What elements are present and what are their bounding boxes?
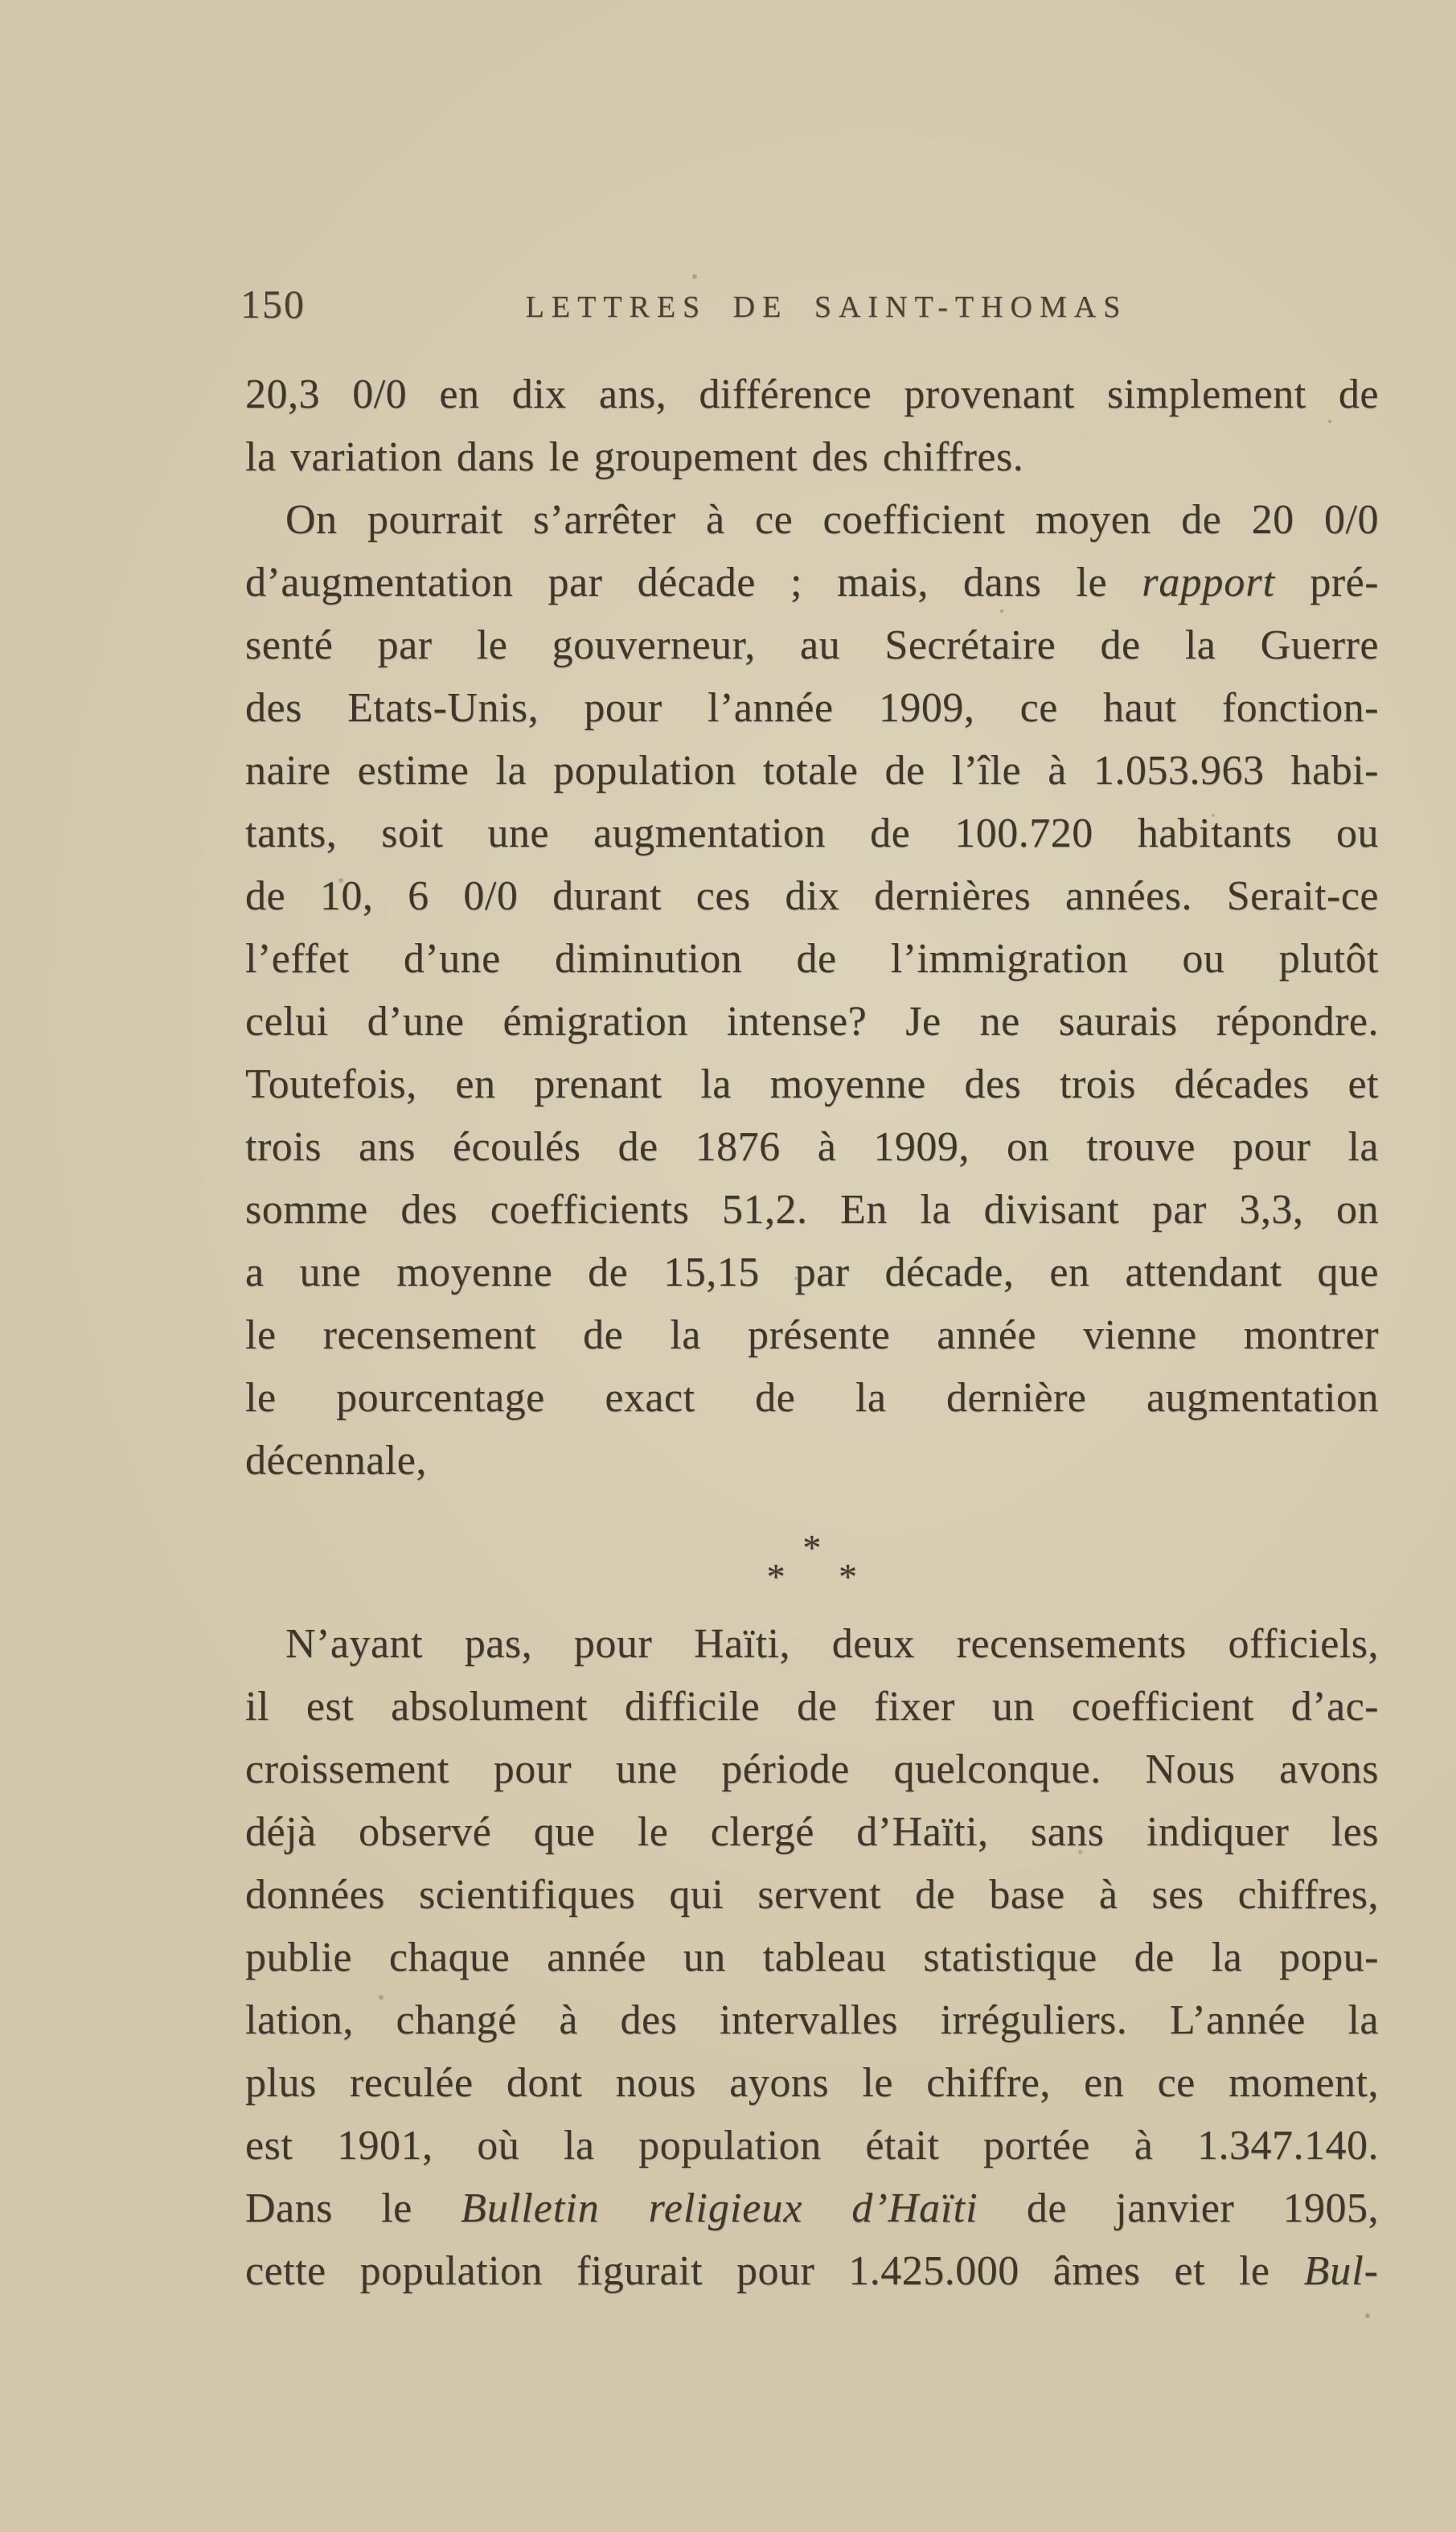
asterisk: * xyxy=(802,1527,822,1568)
text-segment: cette population figurait pour 1.425.000 âmes et le xyxy=(245,2248,1304,2294)
text-segment: publie chaque année un tableau statistique de la popu- xyxy=(245,1935,1379,1980)
text-line xyxy=(245,2240,1379,2303)
text-line xyxy=(245,614,1379,677)
text-line xyxy=(245,1241,1379,1304)
text-segment: celui d’une émigration intense? Je ne saurais répondre. xyxy=(245,999,1379,1044)
text-segment: N’ayant pas, pour Haïti, deux recensements officiels, xyxy=(285,1621,1379,1667)
text-line xyxy=(245,552,1379,614)
asterisk: * xyxy=(766,1556,785,1597)
asterisk-row xyxy=(766,1556,858,1597)
text-line xyxy=(245,1676,1379,1738)
text-segment: senté par le gouverneur, au Secrétaire de la Guerre xyxy=(245,622,1379,668)
text-segment: 20,3 0/0 en dix ans, différence provenant simplement de xyxy=(245,371,1379,417)
text-segment: le recensement de la présente année vienne montrer xyxy=(245,1312,1379,1358)
text-line xyxy=(245,740,1379,802)
text-segment: est 1901, où la population était portée à 1.347.140. xyxy=(245,2123,1379,2169)
text-line xyxy=(245,928,1379,991)
asterism-separator xyxy=(245,1492,1379,1613)
text-segment: Toutefois, en prenant la moyenne des trois décades et xyxy=(245,1061,1379,1107)
paragraph xyxy=(245,489,1379,1492)
text-segment: somme des coefficients 51,2. En la divisant par 3,3, on xyxy=(245,1187,1379,1233)
text-segment: le pourcentage exact de la dernière augmentation xyxy=(245,1375,1379,1421)
page-body xyxy=(245,363,1379,2303)
text-line xyxy=(245,1430,1379,1492)
italic-text: rapport xyxy=(1142,560,1276,605)
text-segment: d’augmentation par décade ; mais, dans le xyxy=(245,560,1142,605)
text-segment: On pourrait s’arrêter à ce coefficient moyen de 20 0/0 xyxy=(285,497,1379,543)
text-segment: données scientifiques qui servent de base à ses chiffres, xyxy=(245,1872,1379,1918)
text-segment: la variation dans le groupement des chiffres. xyxy=(245,434,1024,480)
text-line xyxy=(245,1927,1379,1989)
paragraph xyxy=(245,363,1379,489)
running-title: LETTRES DE SAINT-THOMAS xyxy=(525,290,1128,324)
text-segment: décennale, xyxy=(245,1438,427,1483)
page-number: 150 xyxy=(240,281,306,326)
text-line xyxy=(245,1738,1379,1801)
text-line xyxy=(245,1304,1379,1367)
text-line xyxy=(245,489,1379,552)
text-line xyxy=(245,426,1379,489)
text-segment: pré- xyxy=(1275,560,1379,605)
text-segment: des Etats-Unis, pour l’année 1909, ce haut fonction- xyxy=(245,685,1379,731)
text-line xyxy=(245,991,1379,1053)
text-segment: plus reculée dont nous ayons le chiffre, en ce moment, xyxy=(245,2060,1379,2106)
text-segment: de 10, 6 0/0 durant ces dix dernières années. Serait-ce xyxy=(245,873,1379,919)
paragraph xyxy=(245,1613,1379,2303)
text-segment: l’effet d’une diminution de l’immigration ou plutôt xyxy=(245,936,1379,982)
text-line xyxy=(245,802,1379,865)
text-segment: tants, soit une augmentation de 100.720 habitants ou xyxy=(245,810,1379,856)
text-segment: Dans le xyxy=(245,2185,461,2231)
text-line xyxy=(245,677,1379,740)
text-line xyxy=(245,2177,1379,2240)
italic-text: Bulletin religieux d’Haïti xyxy=(461,2185,978,2231)
text-line xyxy=(245,1613,1379,1676)
text-segment: naire estime la population totale de l’île à 1.053.963 habi- xyxy=(245,748,1379,794)
text-line xyxy=(245,1864,1379,1927)
page-header xyxy=(240,281,1379,331)
text-segment: lation, changé à des intervalles irréguliers. L’année la xyxy=(245,1997,1379,2043)
text-line xyxy=(245,1367,1379,1430)
text-line xyxy=(245,1116,1379,1179)
paper-specks xyxy=(0,0,3,3)
text-segment: trois ans écoulés de 1876 à 1909, on trouve pour la xyxy=(245,1124,1379,1170)
text-line xyxy=(245,363,1379,426)
asterisk-row xyxy=(802,1527,822,1568)
text-line xyxy=(245,2052,1379,2115)
italic-text: Bul- xyxy=(1303,2248,1379,2294)
text-line xyxy=(245,865,1379,928)
text-segment: déjà observé que le clergé d’Haïti, sans indiquer les xyxy=(245,1809,1379,1855)
text-line xyxy=(245,2115,1379,2177)
text-segment: il est absolument difficile de fixer un coefficient d’ac- xyxy=(245,1684,1379,1730)
text-line xyxy=(245,1989,1379,2052)
text-segment: croissement pour une période quelconque. Nous avons xyxy=(245,1746,1379,1792)
text-segment: de janvier 1905, xyxy=(978,2185,1379,2231)
text-line xyxy=(245,1053,1379,1116)
text-line xyxy=(245,1179,1379,1241)
asterisk: * xyxy=(839,1556,858,1597)
text-line xyxy=(245,1801,1379,1864)
text-segment: a une moyenne de 15,15 par décade, en attendant que xyxy=(245,1250,1379,1295)
